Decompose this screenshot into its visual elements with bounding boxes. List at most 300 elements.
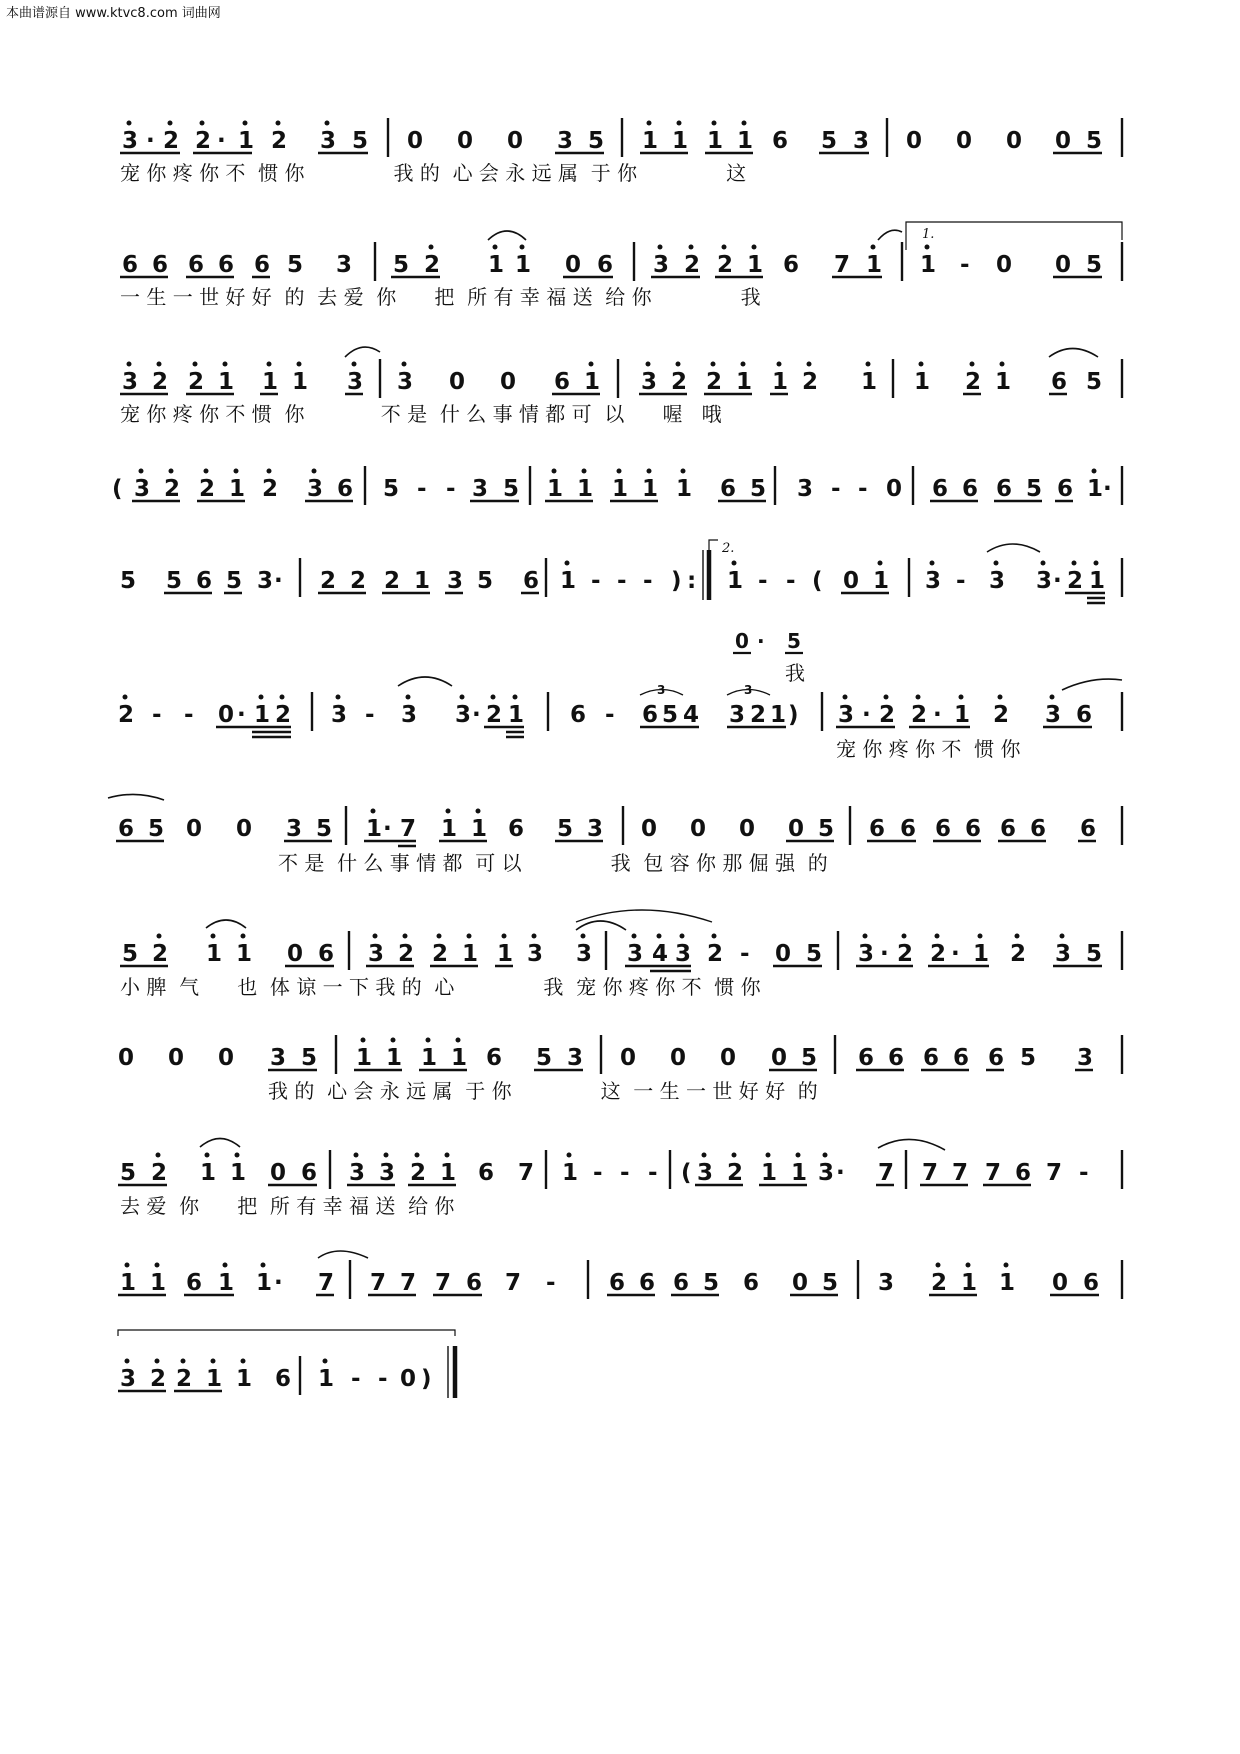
svg-text:1: 1 [761,1160,778,1186]
svg-text:3: 3 [697,1160,714,1186]
svg-text:1: 1 [254,702,271,728]
svg-text:6: 6 [1051,369,1068,395]
svg-text:3: 3 [567,1045,584,1071]
svg-text:2: 2 [188,369,205,395]
lyrics-row-9: 我 的 心 会 永 远 属 于 你 这 一 生 一 世 好 好 的 [268,1079,818,1103]
svg-text:2: 2 [350,568,367,594]
svg-text:1: 1 [236,1366,253,1392]
svg-text:0: 0 [1055,128,1072,154]
svg-text:6: 6 [858,1045,875,1071]
svg-text:7: 7 [435,1270,452,1296]
svg-text:7: 7 [370,1270,387,1296]
svg-text:5: 5 [383,476,400,502]
svg-text:2: 2 [398,941,415,967]
svg-text:2: 2 [424,252,441,278]
svg-text:0: 0 [1006,128,1023,154]
svg-text:6: 6 [188,252,205,278]
svg-text:1: 1 [672,128,689,154]
score-row-3 [120,347,1122,426]
svg-text:1: 1 [560,568,577,594]
svg-text:1: 1 [462,941,479,967]
svg-text::: : [687,568,697,594]
svg-text:0: 0 [565,252,582,278]
svg-text:-: - [446,476,456,502]
svg-text:2: 2 [432,941,449,967]
svg-text:1: 1 [676,476,693,502]
svg-text:3: 3 [122,369,139,395]
svg-text:7: 7 [318,1270,335,1296]
svg-text:0: 0 [720,1045,737,1071]
svg-text:1: 1 [441,816,458,842]
svg-text:1: 1 [200,1160,217,1186]
svg-text:-: - [605,702,615,728]
svg-text:2: 2 [152,941,169,967]
svg-text:2: 2 [1067,568,1084,594]
svg-text:6: 6 [196,568,213,594]
svg-text:5: 5 [1086,252,1103,278]
svg-text:-: - [786,568,796,594]
svg-text:·: · [146,128,155,154]
svg-text:3: 3 [989,568,1006,594]
svg-text:6: 6 [932,476,949,502]
svg-text:-: - [1079,1160,1089,1186]
svg-text:3: 3 [653,252,670,278]
svg-text:-: - [740,941,750,967]
svg-text:2: 2 [671,369,688,395]
svg-text:5: 5 [301,1045,318,1071]
svg-text:2: 2 [684,252,701,278]
svg-text:3: 3 [331,702,348,728]
svg-text:3: 3 [336,252,353,278]
svg-text:6: 6 [523,568,540,594]
svg-text:-: - [591,568,601,594]
svg-text:0: 0 [886,476,903,502]
svg-text:7: 7 [518,1160,535,1186]
svg-text:2: 2 [717,252,734,278]
svg-text:6: 6 [554,369,571,395]
svg-text:0: 0 [620,1045,637,1071]
lyrics-row-8: 小 脾 气 也 体 谅 一 下 我 的 心 我 宠 你 疼 你 不 惯 你 [120,975,761,999]
svg-text:0: 0 [287,941,304,967]
lyrics-row-2: 一 生 一 世 好 好 的 去 爱 你 把 所 有 幸 福 送 给 你 我 [120,285,761,309]
svg-text:): ) [671,568,682,594]
svg-text:0: 0 [186,816,203,842]
svg-text:1: 1 [727,568,744,594]
svg-text:2: 2 [164,476,181,502]
svg-text:1: 1 [230,1160,247,1186]
svg-text:·: · [951,941,960,967]
score-row-11 [118,1251,1122,1299]
svg-text:3: 3 [818,1160,835,1186]
svg-text:5: 5 [801,1045,818,1071]
svg-text:5: 5 [703,1270,720,1296]
svg-text:5: 5 [787,629,801,653]
svg-text:1: 1 [262,369,279,395]
volta-1-label: 1. [922,227,935,242]
svg-text:6: 6 [478,1160,495,1186]
svg-text:2: 2 [897,941,914,967]
svg-text:1: 1 [229,476,246,502]
svg-text:1: 1 [440,1160,457,1186]
svg-text:3: 3 [447,568,464,594]
svg-text:0: 0 [788,816,805,842]
svg-text:1: 1 [562,1160,579,1186]
score-row-5 [120,540,1122,603]
svg-text:): ) [421,1366,432,1392]
svg-text:3: 3 [557,128,574,154]
svg-text:0: 0 [956,128,973,154]
svg-text:2: 2 [195,128,212,154]
svg-text:0: 0 [670,1045,687,1071]
svg-text:2: 2 [118,702,135,728]
svg-text:2: 2 [911,702,928,728]
svg-text:1: 1 [471,816,488,842]
svg-text:3: 3 [120,1366,137,1392]
svg-text:3: 3 [347,369,364,395]
svg-text:1: 1 [961,1270,978,1296]
svg-text:3: 3 [1036,568,1053,594]
svg-text:-: - [417,476,427,502]
svg-text:·: · [274,568,283,594]
svg-text:1: 1 [736,369,753,395]
svg-text:1: 1 [497,941,514,967]
score-row-2 [120,222,1122,309]
volta-2-label: 2. [722,541,735,556]
svg-text:0: 0 [500,369,517,395]
svg-text:5: 5 [1086,369,1103,395]
svg-text:0: 0 [400,1366,417,1392]
source-header: 本曲谱源自 www.ktvc8.com 词曲网 [6,6,221,21]
svg-text:4: 4 [683,702,700,728]
svg-text:5: 5 [557,816,574,842]
svg-text:5: 5 [750,476,767,502]
svg-text:3: 3 [858,941,875,967]
svg-text:0: 0 [843,568,860,594]
score-row-8 [120,910,1122,999]
svg-text:1: 1 [515,252,532,278]
svg-text:1: 1 [914,369,931,395]
svg-text:6: 6 [337,476,354,502]
svg-text:3: 3 [472,476,489,502]
svg-text:1: 1 [861,369,878,395]
svg-text:-: - [365,702,375,728]
svg-text:5: 5 [1026,476,1043,502]
svg-text:-: - [956,568,966,594]
svg-text:1: 1 [772,369,789,395]
svg-text:1: 1 [577,476,594,502]
svg-text:0: 0 [507,128,524,154]
svg-text:1: 1 [488,252,505,278]
svg-text:3: 3 [576,941,593,967]
score-row-7 [108,794,1122,875]
svg-text:3: 3 [401,702,418,728]
svg-text:-: - [546,1270,556,1296]
svg-text:·: · [1103,476,1112,502]
svg-text:7: 7 [505,1270,522,1296]
svg-text:6: 6 [642,702,659,728]
svg-text:6: 6 [869,816,886,842]
svg-text:0: 0 [407,128,424,154]
svg-text:5: 5 [226,568,243,594]
svg-text:2: 2 [931,1270,948,1296]
svg-text:2: 2 [993,702,1010,728]
svg-text:6: 6 [1083,1270,1100,1296]
svg-text:0: 0 [168,1045,185,1071]
svg-text:1: 1 [206,1366,223,1392]
svg-text:3: 3 [307,476,324,502]
svg-text:3: 3 [641,369,658,395]
svg-text:2: 2 [879,702,896,728]
svg-text:3: 3 [257,568,274,594]
svg-text:6: 6 [254,252,271,278]
svg-text:3: 3 [627,941,644,967]
svg-text:6: 6 [935,816,952,842]
svg-text:-: - [831,476,841,502]
svg-text:5: 5 [536,1045,553,1071]
svg-text:6: 6 [570,702,587,728]
svg-text:0: 0 [641,816,658,842]
svg-text:·: · [933,702,942,728]
svg-text:-: - [858,476,868,502]
svg-text:5: 5 [166,568,183,594]
lyrics-row-10: 去 爱 你 把 所 有 幸 福 送 给 你 [120,1194,455,1218]
lyrics-row-1: 宠 你 疼 你 不 惯 你 我 的 心 会 永 远 属 于 你 这 [120,161,747,185]
svg-text:1: 1 [366,816,383,842]
svg-text:0: 0 [457,128,474,154]
svg-text:-: - [184,702,194,728]
lyrics-row-6: 宠 你 疼 你 不 惯 你 [836,737,1021,761]
svg-text:6: 6 [118,816,135,842]
svg-text:·: · [472,702,481,728]
svg-text:5: 5 [122,941,139,967]
svg-text:-: - [960,252,970,278]
svg-text:0: 0 [218,1045,235,1071]
svg-text:(: ( [812,568,823,594]
svg-text:6: 6 [996,476,1013,502]
svg-text:3: 3 [853,128,870,154]
svg-text:6: 6 [962,476,979,502]
svg-text:1: 1 [642,476,659,502]
svg-text:6: 6 [720,476,737,502]
svg-text:6: 6 [783,252,800,278]
svg-text:1: 1 [318,1366,335,1392]
svg-text:1: 1 [954,702,971,728]
svg-text:6: 6 [122,252,139,278]
svg-text:6: 6 [218,252,235,278]
svg-text:·: · [862,702,871,728]
svg-text:(: ( [681,1160,692,1186]
svg-text:2: 2 [320,568,337,594]
svg-text:·: · [217,128,226,154]
svg-text:): ) [788,702,799,728]
svg-text:7: 7 [985,1160,1002,1186]
svg-text:0: 0 [771,1045,788,1071]
svg-text:1: 1 [238,128,255,154]
svg-text:6: 6 [953,1045,970,1071]
svg-text:2: 2 [410,1160,427,1186]
svg-text:1: 1 [866,252,883,278]
overlay-lyric: 我 [785,661,805,685]
svg-text:5: 5 [316,816,333,842]
svg-text:1: 1 [150,1270,167,1296]
svg-text:1: 1 [508,702,525,728]
svg-text:1: 1 [642,128,659,154]
svg-text:1: 1 [1089,568,1106,594]
svg-text:-: - [648,1160,658,1186]
svg-text:0: 0 [735,629,749,653]
svg-text:2: 2 [930,941,947,967]
svg-text:5: 5 [662,702,679,728]
svg-text:2: 2 [150,1366,167,1392]
svg-text:2: 2 [1010,941,1027,967]
svg-text:1: 1 [707,128,724,154]
svg-text:·: · [274,1270,283,1296]
svg-text:1: 1 [236,941,253,967]
svg-text:6: 6 [1030,816,1047,842]
svg-text:6: 6 [988,1045,1005,1071]
svg-text:·: · [383,816,392,842]
svg-text:2: 2 [199,476,216,502]
svg-text:5: 5 [806,941,823,967]
score-row-10 [118,1139,1122,1219]
svg-text:3: 3 [286,816,303,842]
svg-text:0: 0 [739,816,756,842]
svg-text:5: 5 [1020,1045,1037,1071]
svg-text:6: 6 [186,1270,203,1296]
svg-text:-: - [351,1366,361,1392]
svg-text:2: 2 [275,702,292,728]
svg-text:7: 7 [878,1160,895,1186]
svg-text:0: 0 [236,816,253,842]
svg-text:3: 3 [320,128,337,154]
svg-text:-: - [617,568,627,594]
svg-text:7: 7 [834,252,851,278]
svg-text:3: 3 [797,476,814,502]
svg-text:2: 2 [152,369,169,395]
svg-text:3: 3 [925,568,942,594]
svg-text:(: ( [112,476,123,502]
svg-text:1: 1 [612,476,629,502]
overlay-notes [735,629,801,653]
triplet-mark-1: 3 [657,683,666,697]
svg-text:3: 3 [675,941,692,967]
svg-text:1: 1 [421,1045,438,1071]
svg-text:1: 1 [414,568,431,594]
svg-text:1: 1 [218,369,235,395]
svg-text:3: 3 [1045,702,1062,728]
svg-text:5: 5 [393,252,410,278]
svg-text:2: 2 [706,369,723,395]
svg-text:6: 6 [888,1045,905,1071]
svg-text:3: 3 [134,476,151,502]
svg-text:5: 5 [148,816,165,842]
svg-text:1: 1 [120,1270,137,1296]
svg-text:6: 6 [772,128,789,154]
svg-text:-: - [593,1160,603,1186]
svg-text:7: 7 [1046,1160,1063,1186]
svg-text:0: 0 [690,816,707,842]
svg-text:·: · [237,702,246,728]
svg-text:3: 3 [368,941,385,967]
svg-text:3: 3 [397,369,414,395]
svg-text:·: · [836,1160,845,1186]
svg-text:6: 6 [639,1270,656,1296]
svg-text:5: 5 [503,476,520,502]
svg-text:6: 6 [301,1160,318,1186]
svg-text:4: 4 [652,941,669,967]
svg-text:1: 1 [206,941,223,967]
svg-text:2: 2 [965,369,982,395]
svg-text:6: 6 [900,816,917,842]
svg-text:6: 6 [1080,816,1097,842]
svg-text:1: 1 [218,1270,235,1296]
svg-text:5: 5 [477,568,494,594]
svg-text:3: 3 [878,1270,895,1296]
svg-text:1: 1 [737,128,754,154]
svg-text:6: 6 [923,1045,940,1071]
svg-text:6: 6 [466,1270,483,1296]
svg-text:5: 5 [822,1270,839,1296]
svg-text:2: 2 [707,941,724,967]
svg-text:2: 2 [486,702,503,728]
svg-text:6: 6 [318,941,335,967]
svg-text:3: 3 [729,702,746,728]
svg-text:6: 6 [508,816,525,842]
svg-text:5: 5 [1086,128,1103,154]
svg-text:0: 0 [996,252,1013,278]
svg-text:1: 1 [973,941,990,967]
svg-text:1: 1 [791,1160,808,1186]
svg-text:0: 0 [1052,1270,1069,1296]
svg-text:5: 5 [352,128,369,154]
svg-text:0: 0 [1055,252,1072,278]
svg-text:2: 2 [163,128,180,154]
svg-text:1: 1 [1087,476,1104,502]
svg-text:1: 1 [356,1045,373,1071]
svg-text:2: 2 [750,702,767,728]
svg-text:-: - [758,568,768,594]
svg-text:1: 1 [584,369,601,395]
svg-text:5: 5 [818,816,835,842]
svg-text:1: 1 [999,1270,1016,1296]
svg-text:2: 2 [727,1160,744,1186]
svg-text:2: 2 [176,1366,193,1392]
svg-text:5: 5 [821,128,838,154]
svg-text:-: - [620,1160,630,1186]
svg-text:0: 0 [118,1045,135,1071]
svg-text:6: 6 [1076,702,1093,728]
svg-text:1: 1 [995,369,1012,395]
triplet-mark-2: 3 [744,683,753,697]
svg-text:7: 7 [952,1160,969,1186]
score-row-12 [118,1330,455,1398]
svg-text:3: 3 [1055,941,1072,967]
svg-text:-: - [378,1366,388,1392]
svg-text:-: - [152,702,162,728]
svg-text:3: 3 [527,941,544,967]
svg-text:6: 6 [275,1366,292,1392]
svg-text:2: 2 [384,568,401,594]
svg-text:7: 7 [400,816,417,842]
lyrics-row-3: 宠 你 疼 你 不 惯 你 不 是 什 么 事 情 都 可 以 喔 哦 [120,402,722,426]
svg-text:3: 3 [270,1045,287,1071]
svg-text:1: 1 [386,1045,403,1071]
svg-text:2: 2 [802,369,819,395]
svg-text:3: 3 [455,702,472,728]
svg-text:6: 6 [486,1045,503,1071]
svg-text:5: 5 [120,568,137,594]
svg-text:0: 0 [792,1270,809,1296]
